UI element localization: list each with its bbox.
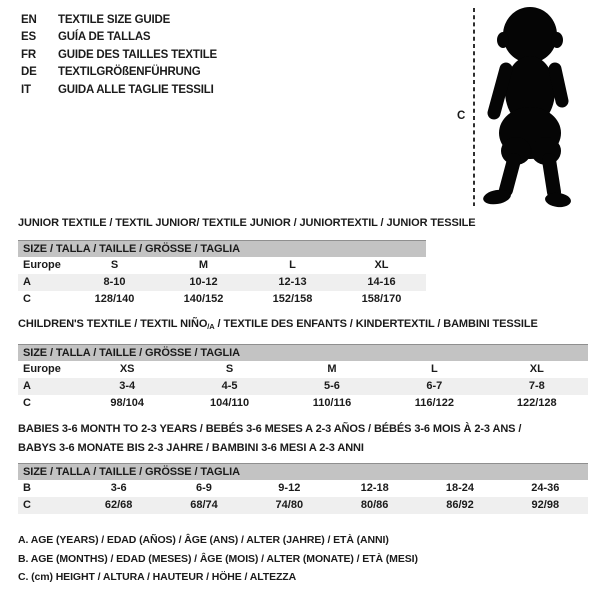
language-code: IT: [21, 83, 31, 96]
table-row-age-months: [18, 480, 588, 497]
children-size-table: [18, 344, 588, 412]
age-cell: 7-8: [528, 380, 545, 392]
size-cell: XL: [374, 259, 389, 271]
legend-line-a: A. AGE (YEARS) / EDAD (AÑOS) / ÂGE (ANS) / ALTER (JAHRE) / ETÀ (ANNI): [18, 534, 389, 546]
children-title-subscript: /A: [207, 322, 215, 331]
age-cell: 5-6: [324, 380, 340, 392]
language-label: GUIDE DES TAILLES TEXTILE: [58, 48, 217, 61]
legend-line-b: B. AGE (MONTHS) / EDAD (MESES) / ÂGE (MOIS) / ALTER (MONATE) / ETÀ (MESI): [18, 552, 418, 565]
size-cell: L: [289, 259, 296, 271]
age-cell: 14-16: [367, 276, 396, 288]
age-cell: 18-24: [445, 482, 475, 494]
height-cell: 104/110: [210, 397, 250, 409]
age-cell: 10-12: [189, 276, 218, 288]
age-cell: 4-5: [221, 380, 238, 392]
baby-height-figure: [448, 2, 588, 214]
size-cell: M: [198, 259, 209, 271]
age-cell: 12-13: [278, 276, 307, 288]
height-cell: 86/92: [446, 499, 474, 511]
row-label: Europe: [23, 363, 61, 375]
height-cell: 74/80: [275, 499, 304, 511]
height-cell: 152/158: [272, 293, 313, 305]
children-title-prefix: CHILDREN'S TEXTILE / TEXTIL NIÑO: [18, 318, 208, 330]
language-code: FR: [21, 48, 36, 61]
row-label: Europe: [23, 259, 61, 271]
age-cell: 9-12: [278, 482, 301, 494]
language-code: EN: [21, 13, 37, 26]
babies-size-table: [18, 463, 588, 514]
row-label: B: [23, 482, 31, 494]
language-row-fr: [21, 46, 217, 64]
size-cell: S: [110, 259, 119, 271]
size-cell: XL: [529, 363, 544, 375]
size-header-bar: SIZE / TALLA / TAILLE / GRÖSSE / TAGLIA: [18, 345, 588, 362]
table-row-europe: [18, 361, 588, 378]
age-cell: 3-4: [119, 380, 136, 392]
language-label: GUIDA ALLE TAGLIE TESSILI: [58, 83, 214, 96]
children-title-suffix: / TEXTILE DES ENFANTS / KINDERTEXTIL / BAMBINI TESSILE: [214, 318, 538, 330]
language-label: TEXTILGRÖßENFÜHRUNG: [58, 66, 201, 79]
table-row-height: [18, 291, 426, 308]
row-label: A: [23, 276, 31, 288]
language-row-en: [21, 11, 217, 29]
height-cell: 68/74: [190, 499, 218, 511]
babies-title-line1: BABIES 3-6 MONTH TO 2-3 YEARS / BEBÉS 3-6 MESES A 2-3 AÑOS / BÉBÉS 3-6 MOIS À 2-3 ANS /: [18, 423, 522, 435]
table-row-age: [18, 378, 588, 395]
table-row-europe: [18, 257, 426, 274]
language-code: ES: [21, 31, 36, 44]
table-row-height: [18, 497, 588, 514]
measurement-legend: [18, 531, 418, 587]
height-cell: 116/122: [414, 397, 454, 409]
age-cell: 3-6: [110, 482, 127, 494]
height-cell: 158/170: [361, 293, 402, 305]
age-cell: 12-18: [360, 482, 389, 494]
height-cell: 128/140: [94, 293, 135, 305]
height-cell: 80/86: [360, 499, 389, 511]
junior-size-table: [18, 240, 426, 308]
age-cell: 8-10: [103, 276, 126, 288]
height-cell: 92/98: [531, 499, 560, 511]
size-cell: XS: [119, 363, 135, 375]
row-label: C: [23, 397, 31, 409]
row-label: C: [23, 293, 31, 305]
height-cell: 62/68: [104, 499, 133, 511]
height-cell: 122/128: [516, 397, 557, 409]
language-row-it: [21, 81, 217, 99]
size-cell: S: [225, 363, 234, 375]
age-cell: 6-7: [426, 380, 443, 392]
size-cell: M: [327, 363, 337, 375]
height-cell: 98/104: [110, 397, 145, 409]
height-measure-label: C: [457, 110, 466, 122]
row-label: A: [23, 380, 31, 392]
height-cell: 110/116: [312, 397, 352, 409]
children-table-title: [18, 318, 538, 331]
baby-silhouette-icon: [482, 7, 572, 208]
table-row-age: [18, 274, 426, 291]
size-header-bar: SIZE / TALLA / TAILLE / GRÖSSE / TAGLIA: [18, 464, 588, 481]
babies-title-line2: BABYS 3-6 MONATE BIS 2-3 JAHRE / BAMBINI 3-6 MESI A 2-3 ANNI: [18, 442, 364, 454]
language-row-de: [21, 64, 217, 82]
language-row-es: [21, 29, 217, 47]
size-header-bar: SIZE / TALLA / TAILLE / GRÖSSE / TAGLIA: [18, 241, 426, 258]
language-code: DE: [21, 66, 37, 79]
language-label: TEXTILE SIZE GUIDE: [58, 13, 171, 26]
language-label: GUÍA DE TALLAS: [58, 31, 151, 44]
size-cell: L: [431, 363, 438, 375]
table-row-height: [18, 395, 588, 412]
legend-line-c: C. (cm) HEIGHT / ALTURA / HAUTEUR / HÖHE / ALTEZZA: [18, 571, 297, 583]
age-cell: 6-9: [196, 482, 212, 494]
height-cell: 140/152: [183, 293, 224, 305]
junior-table-title: JUNIOR TEXTILE / TEXTIL JUNIOR/ TEXTILE JUNIOR / JUNIORTEXTIL / JUNIOR TESSILE: [18, 217, 476, 229]
language-title-list: [21, 11, 217, 99]
row-label: C: [23, 499, 31, 511]
babies-table-title: [18, 420, 521, 458]
age-cell: 24-36: [531, 482, 560, 494]
